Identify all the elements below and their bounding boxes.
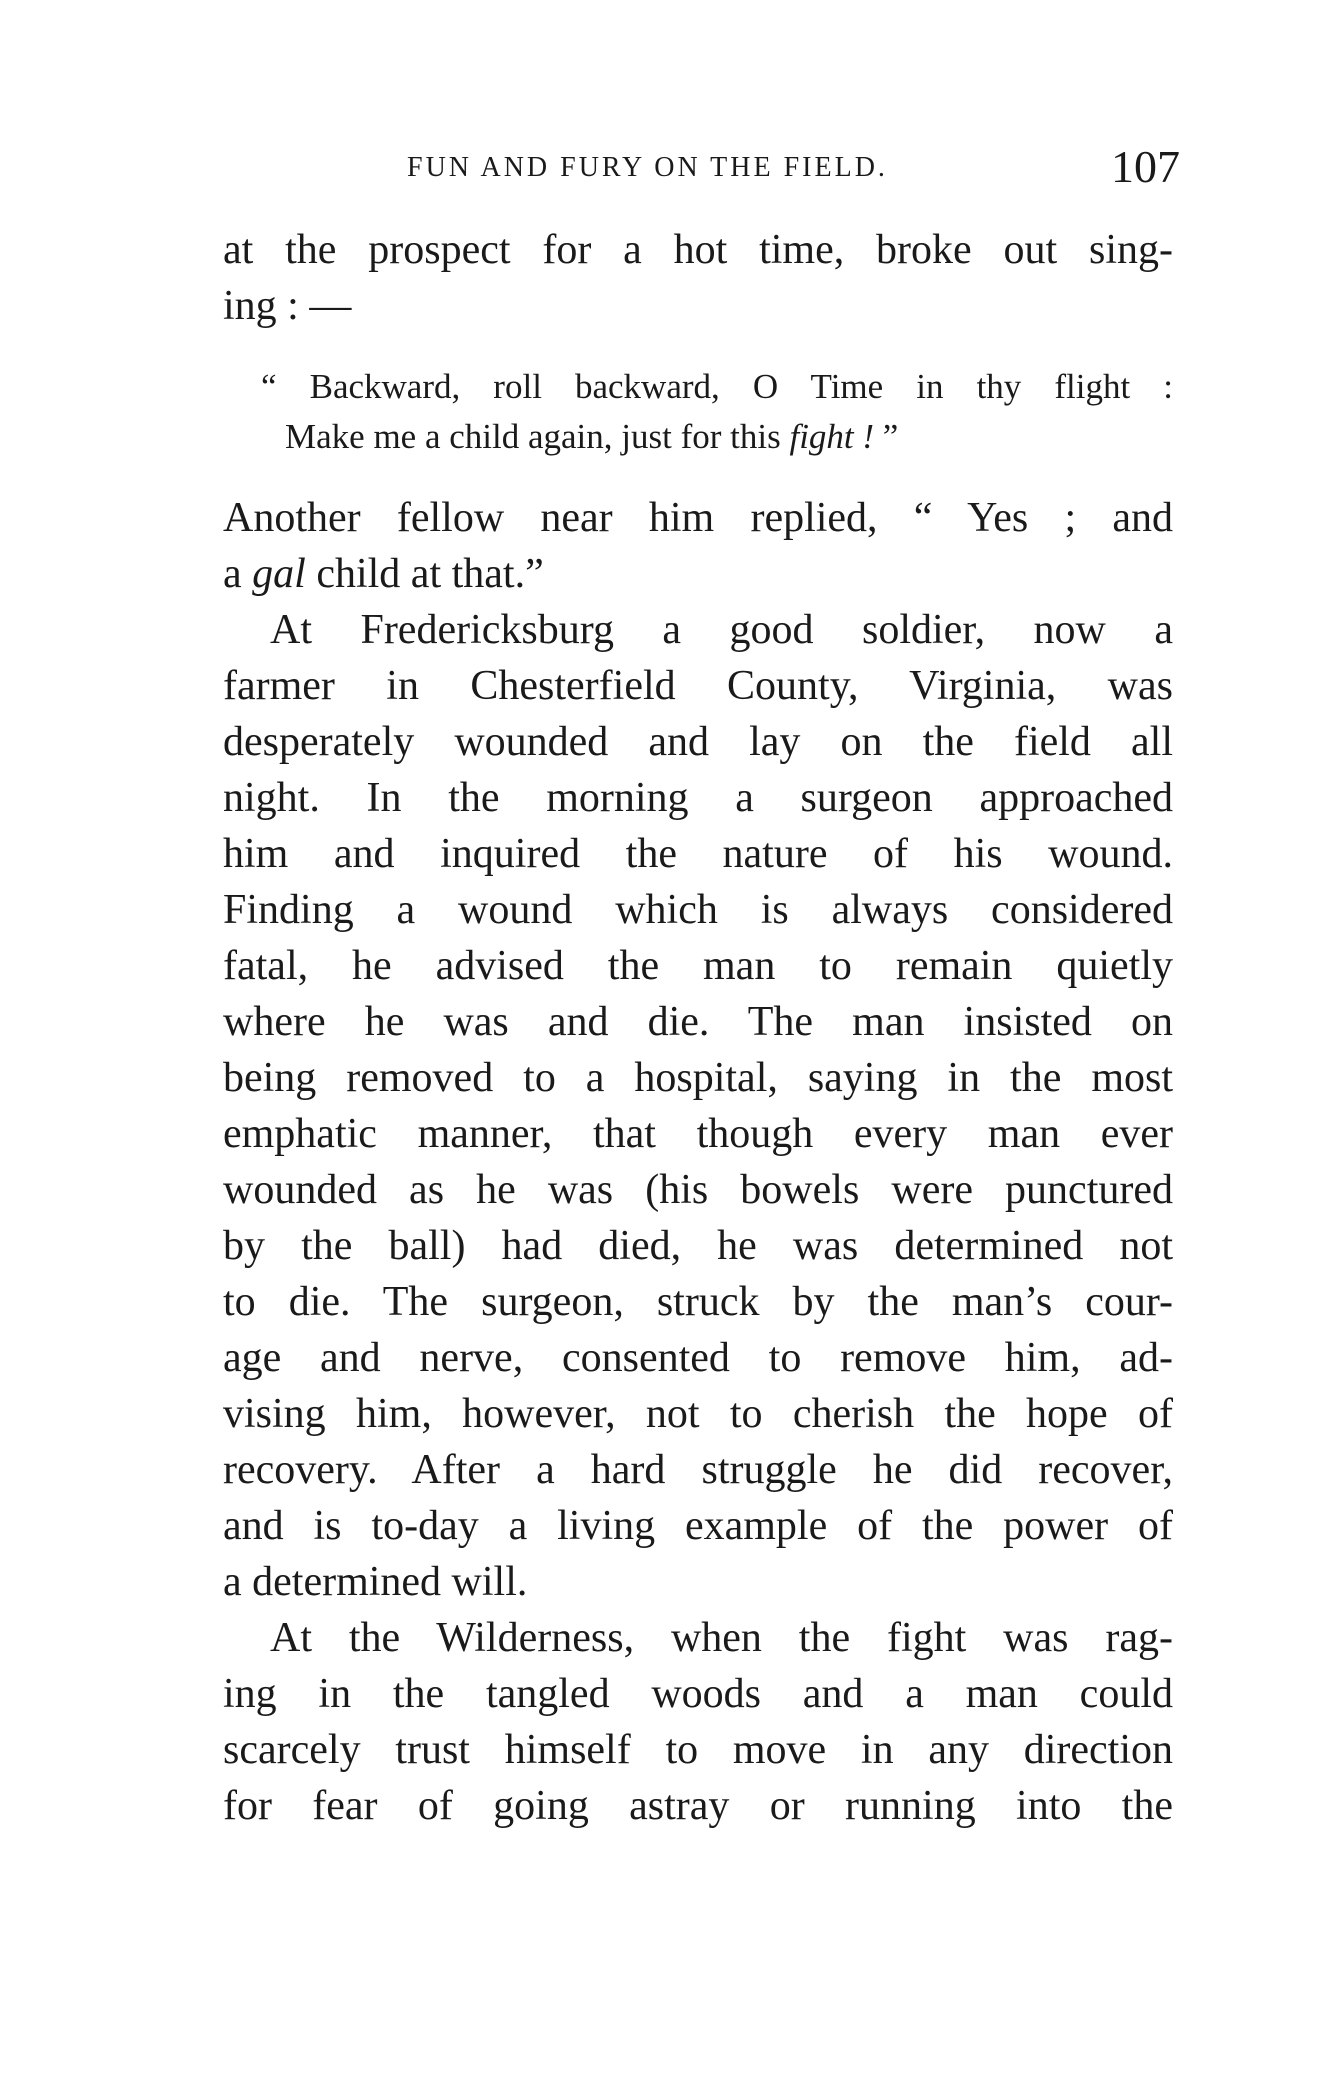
paragraph-reply [223, 490, 1173, 602]
text-line: recovery. After a hard struggle he did recover, [223, 1447, 1173, 1493]
text-line: emphatic manner, that though every man ever [223, 1111, 1173, 1157]
paragraph-wilderness [223, 1610, 1173, 1834]
text-line: him and inquired the nature of his wound. [223, 831, 1173, 877]
verse-closing-quote: ” [874, 417, 899, 456]
text-line: Finding a wound which is always considered [223, 887, 1173, 933]
paragraph-continuation [223, 222, 1173, 334]
text-run: a [223, 551, 253, 597]
text-line [223, 546, 1173, 602]
text-line: ing in the tangled woods and a man could [223, 1671, 1173, 1717]
text-line: scarcely trust himself to move in any direction [223, 1727, 1173, 1773]
page-header [395, 140, 1180, 200]
running-head: FUN AND FURY ON THE FIELD. [407, 152, 888, 183]
text-run: child at that.” [305, 551, 544, 597]
verse-line: “ Backward, roll backward, O Time in thy flight : [261, 367, 1173, 406]
text-line: by the ball) had died, he was determined not [223, 1223, 1173, 1269]
text-line: for fear of going astray or running into the [223, 1783, 1173, 1829]
page-number: 107 [1111, 141, 1180, 192]
italic-word: gal [252, 551, 306, 597]
text-line: fatal, he advised the man to remain quietly [223, 943, 1173, 989]
text-line: At the Wilderness, when the fight was rag- [270, 1615, 1173, 1661]
text-line: At Fredericksburg a good soldier, now a [270, 607, 1173, 653]
text-line: at the prospect for a hot time, broke out sing- [223, 227, 1173, 273]
text-line: and is to-day a living example of the power of [223, 1503, 1173, 1549]
text-line: vising him, however, not to cherish the hope of [223, 1391, 1173, 1437]
text-line: farmer in Chesterfield County, Virginia, was [223, 663, 1173, 709]
text-line: ing : — [223, 283, 352, 329]
verse-italic-word: fight ! [789, 417, 875, 456]
verse-quote [223, 362, 1173, 462]
verse-text: Make me a child again, just for this [285, 417, 781, 456]
paragraph-fredericksburg [223, 602, 1173, 1610]
text-line: being removed to a hospital, saying in the most [223, 1055, 1173, 1101]
text-line: where he was and die. The man insisted on [223, 999, 1173, 1045]
text-line: age and nerve, consented to remove him, ad- [223, 1335, 1173, 1381]
text-line: night. In the morning a surgeon approached [223, 775, 1173, 821]
text-line: to die. The surgeon, struck by the man’s cour- [223, 1279, 1173, 1325]
text-line: desperately wounded and lay on the field all [223, 719, 1173, 765]
text-line: a determined will. [223, 1559, 528, 1605]
text-line: Another fellow near him replied, “ Yes ; and [223, 495, 1173, 541]
verse-line [261, 412, 1173, 462]
text-line: wounded as he was (his bowels were punctured [223, 1167, 1173, 1213]
body-text [223, 222, 1173, 1834]
